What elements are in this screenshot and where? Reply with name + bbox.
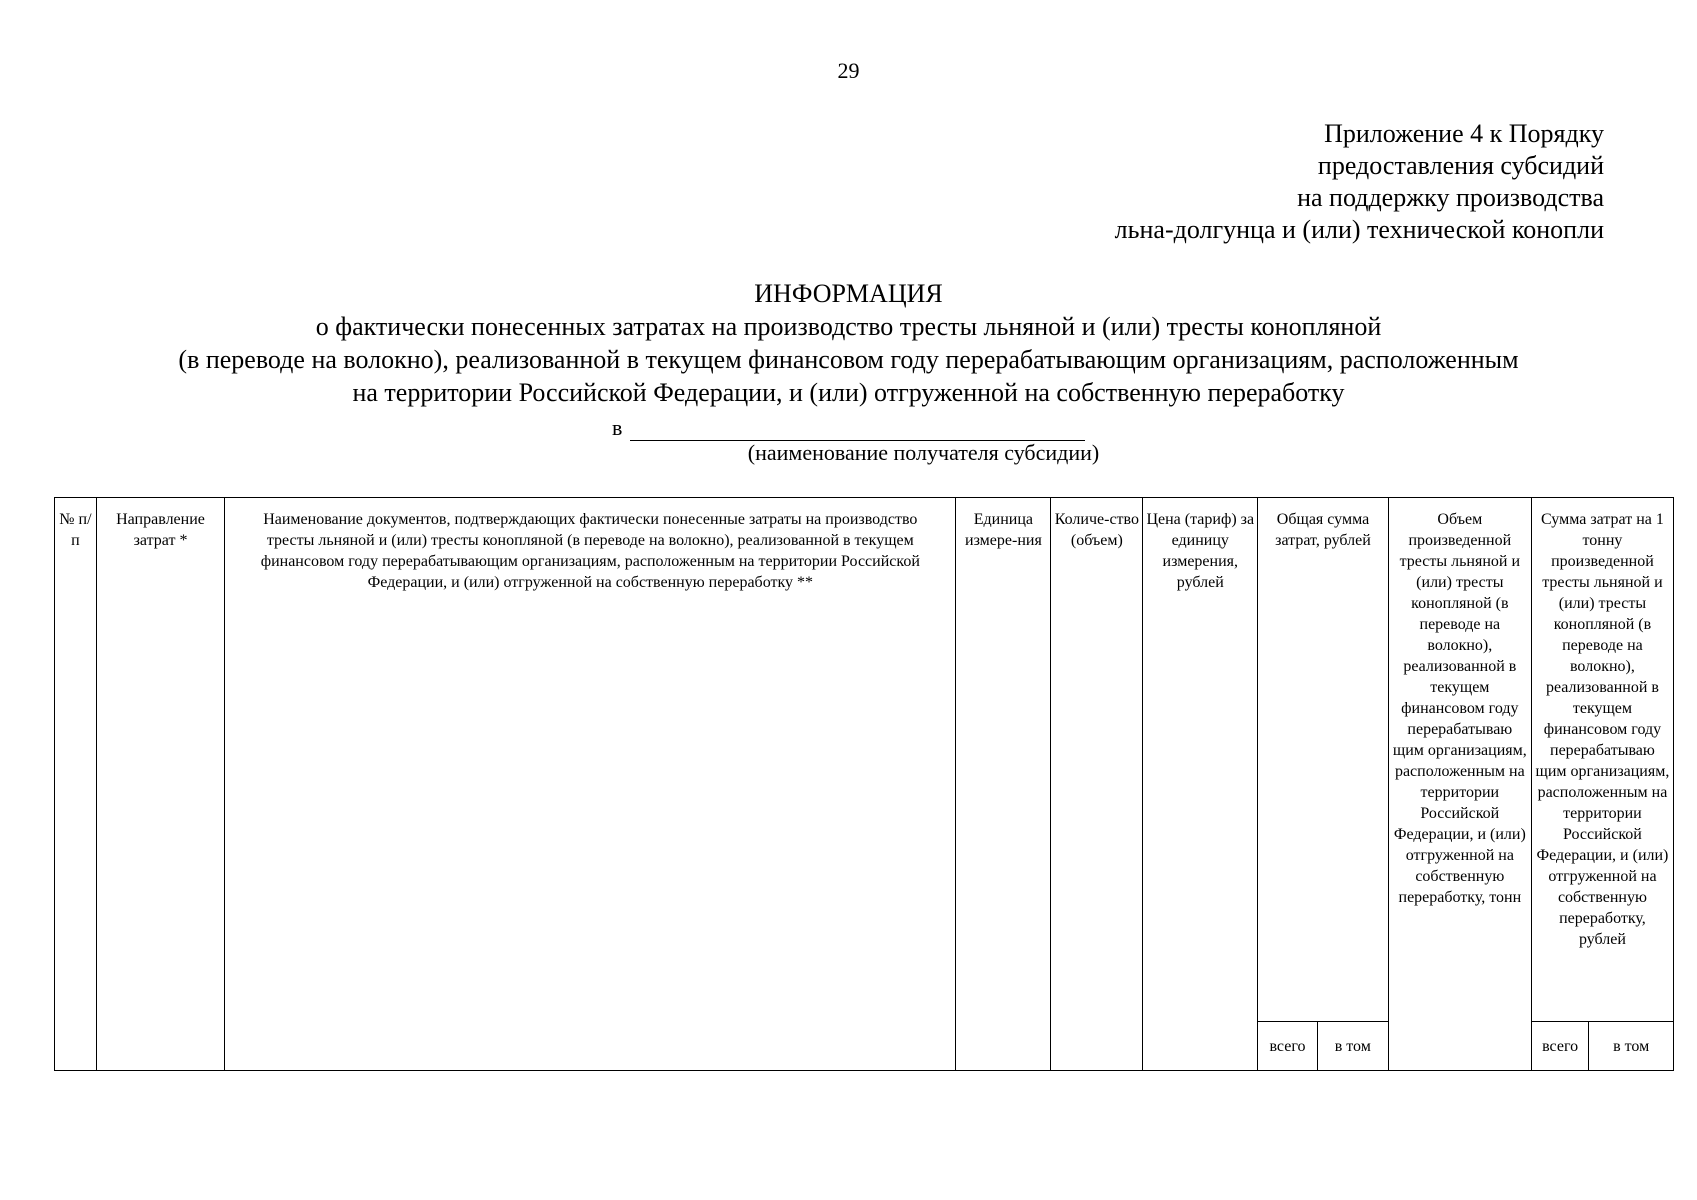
header-cost-per-ton-including: в том bbox=[1589, 1022, 1674, 1071]
subtitle-line: о фактически понесенных затратах на производство тресты льняной и (или) тресты конопляной bbox=[315, 312, 1382, 341]
document-subtitle bbox=[0, 310, 1697, 409]
appendix-line: на поддержку производства bbox=[1297, 183, 1604, 212]
recipient-field bbox=[612, 415, 1085, 441]
header-quantity: Количе-ство (объем) bbox=[1051, 498, 1143, 1071]
header-total-cost-all: всего bbox=[1258, 1022, 1318, 1071]
cost-table bbox=[54, 497, 1674, 1071]
subtitle-line: (в переводе на волокно), реализованной в текущем финансовом году перерабатывающим организациям, расположенным bbox=[178, 345, 1519, 374]
appendix-line: льна-долгунца и (или) технической конопли bbox=[1114, 215, 1604, 244]
header-document-names: Наименование документов, подтверждающих фактически понесенные затраты на производство тресты льняной и (или) тресты конопляной (в переводе на волокно), реализованной в текущем финансовом году перерабатывающим организациям, расположенным на территории Российской Федерации, и (или) отгруженной на собственную переработку ** bbox=[225, 498, 956, 1071]
appendix-reference bbox=[1115, 118, 1604, 246]
header-cost-per-ton: Сумма затрат на 1 тонну произведенной тресты льняной и (или) тресты конопляной (в переводе на волокно), реализованной в текущем финансовом году перерабатываю щим организациям, расположенным на территории Российской Федерации, и (или) отгруженной на собственную переработку, рублей bbox=[1531, 498, 1673, 1022]
appendix-line: Приложение 4 к Порядку bbox=[1324, 119, 1604, 148]
page-number: 29 bbox=[837, 58, 860, 83]
appendix-line: предоставления субсидий bbox=[1317, 151, 1604, 180]
document-title: ИНФОРМАЦИЯ bbox=[754, 279, 943, 308]
header-volume: Объем произведенной тресты льняной и (или) тресты конопляной (в переводе на волокно), реализованной в текущем финансовом году перерабатываю щим организациям, расположенным на территории Российской Федерации, и (или) отгруженной на собственную переработку, тонн bbox=[1388, 498, 1531, 1071]
header-total-cost: Общая сумма затрат, рублей bbox=[1258, 498, 1389, 1022]
header-cost-per-ton-all: всего bbox=[1531, 1022, 1588, 1071]
recipient-preposition: в bbox=[612, 415, 623, 440]
subtitle-line: на территории Российской Федерации, и (или) отгруженной на собственную переработку bbox=[352, 378, 1345, 407]
header-cost-direction: Направление затрат * bbox=[96, 498, 224, 1071]
header-total-cost-including: в том bbox=[1317, 1022, 1388, 1071]
header-number: № п/п bbox=[55, 498, 97, 1071]
header-price: Цена (тариф) за единицу измерения, рублей bbox=[1143, 498, 1258, 1071]
recipient-blank bbox=[630, 416, 1085, 441]
recipient-caption: (наименование получателя субсидии) bbox=[747, 440, 1100, 465]
header-unit: Единица измере-ния bbox=[956, 498, 1051, 1071]
